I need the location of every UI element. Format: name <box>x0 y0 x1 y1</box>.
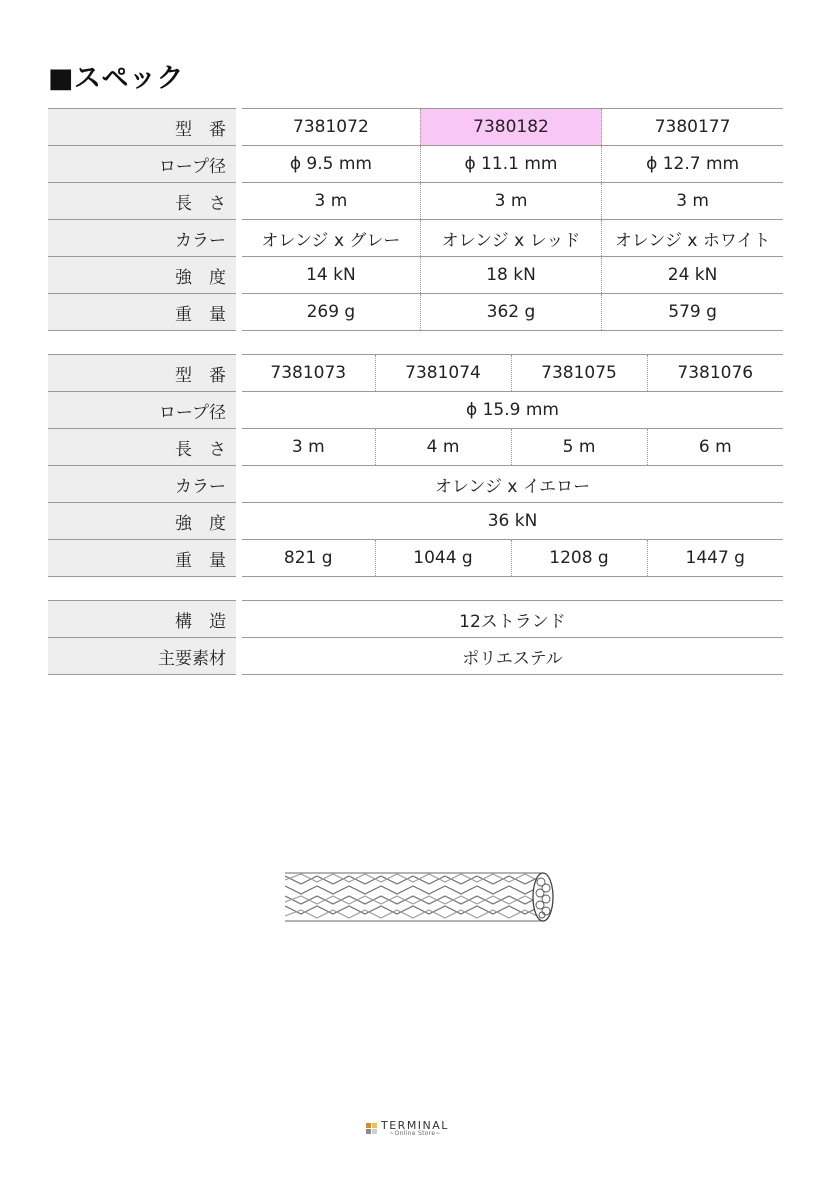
rope-image <box>285 862 557 932</box>
table-row <box>48 638 783 675</box>
length: 3 m <box>291 437 325 457</box>
weight: 1208 g <box>511 540 647 577</box>
weight: 1447 g <box>647 540 783 577</box>
length: 5 m <box>511 429 647 466</box>
weight: 269 g <box>306 302 356 322</box>
rope-color: オレンジ x グレー <box>261 230 401 251</box>
table-row <box>48 109 783 146</box>
model-number-highlighted: 7380182 <box>420 109 601 146</box>
row-label: 強 度 <box>48 503 239 540</box>
model-number: 7381074 <box>375 355 511 392</box>
table-row <box>48 540 783 577</box>
spec-table-1 <box>48 108 783 331</box>
length: 3 m <box>602 183 783 220</box>
logo-mark-icon <box>366 1123 378 1135</box>
row-label: ロープ径 <box>48 392 239 429</box>
row-label: 主要素材 <box>48 638 239 675</box>
rope-illustration <box>285 862 557 936</box>
rope-diameter: ϕ 11.1 mm <box>420 146 601 183</box>
row-label: ロープ径 <box>48 146 239 183</box>
row-label: 重 量 <box>48 294 239 331</box>
table-row <box>48 257 783 294</box>
rope-diameter: ϕ 9.5 mm <box>289 154 372 174</box>
length: 6 m <box>647 429 783 466</box>
row-label: 強 度 <box>48 257 239 294</box>
model-number: 7381072 <box>293 117 369 137</box>
table-row <box>48 392 783 429</box>
strength: 18 kN <box>420 257 601 294</box>
row-label: 長 さ <box>48 429 239 466</box>
table-row <box>48 220 783 257</box>
table-row <box>48 294 783 331</box>
strength: 36 kN <box>487 511 538 531</box>
table-row <box>48 183 783 220</box>
rope-color: オレンジ x ホワイト <box>602 220 783 257</box>
spec-table-3 <box>48 600 783 675</box>
table-row <box>48 355 783 392</box>
row-label: 型 番 <box>48 109 239 146</box>
table-row <box>48 146 783 183</box>
row-label: カラー <box>48 466 239 503</box>
model-number: 7381076 <box>647 355 783 392</box>
weight: 821 g <box>283 548 333 568</box>
table-row <box>48 429 783 466</box>
row-label: 型 番 <box>48 355 239 392</box>
model-number: 7381073 <box>270 363 347 383</box>
row-label: 長 さ <box>48 183 239 220</box>
row-label: 重 量 <box>48 540 239 577</box>
strength: 24 kN <box>602 257 783 294</box>
strength: 14 kN <box>306 265 356 285</box>
terminal-logo <box>366 1120 449 1137</box>
logo-subtitle: ~Online Store~ <box>389 1130 441 1137</box>
spec-table-2 <box>48 354 783 577</box>
weight: 1044 g <box>375 540 511 577</box>
rope-diameter: ϕ 15.9 mm <box>466 400 559 420</box>
rope-color: オレンジ x イエロー <box>434 476 591 497</box>
model-number: 7381075 <box>511 355 647 392</box>
rope-diameter: ϕ 12.7 mm <box>602 146 783 183</box>
weight: 362 g <box>420 294 601 331</box>
length: 3 m <box>314 191 348 211</box>
logo-name: TERMINAL <box>381 1119 449 1132</box>
row-label: カラー <box>48 220 239 257</box>
section-title: ■スペック <box>48 63 185 94</box>
rope-color: オレンジ x レッド <box>420 220 601 257</box>
material: ポリエステル <box>462 648 563 669</box>
row-label: 構 造 <box>48 601 239 638</box>
table-row <box>48 503 783 540</box>
model-number: 7380177 <box>602 109 783 146</box>
structure: 12ストランド <box>459 611 566 632</box>
table-row <box>48 601 783 638</box>
length: 3 m <box>420 183 601 220</box>
weight: 579 g <box>602 294 783 331</box>
length: 4 m <box>375 429 511 466</box>
table-row <box>48 466 783 503</box>
